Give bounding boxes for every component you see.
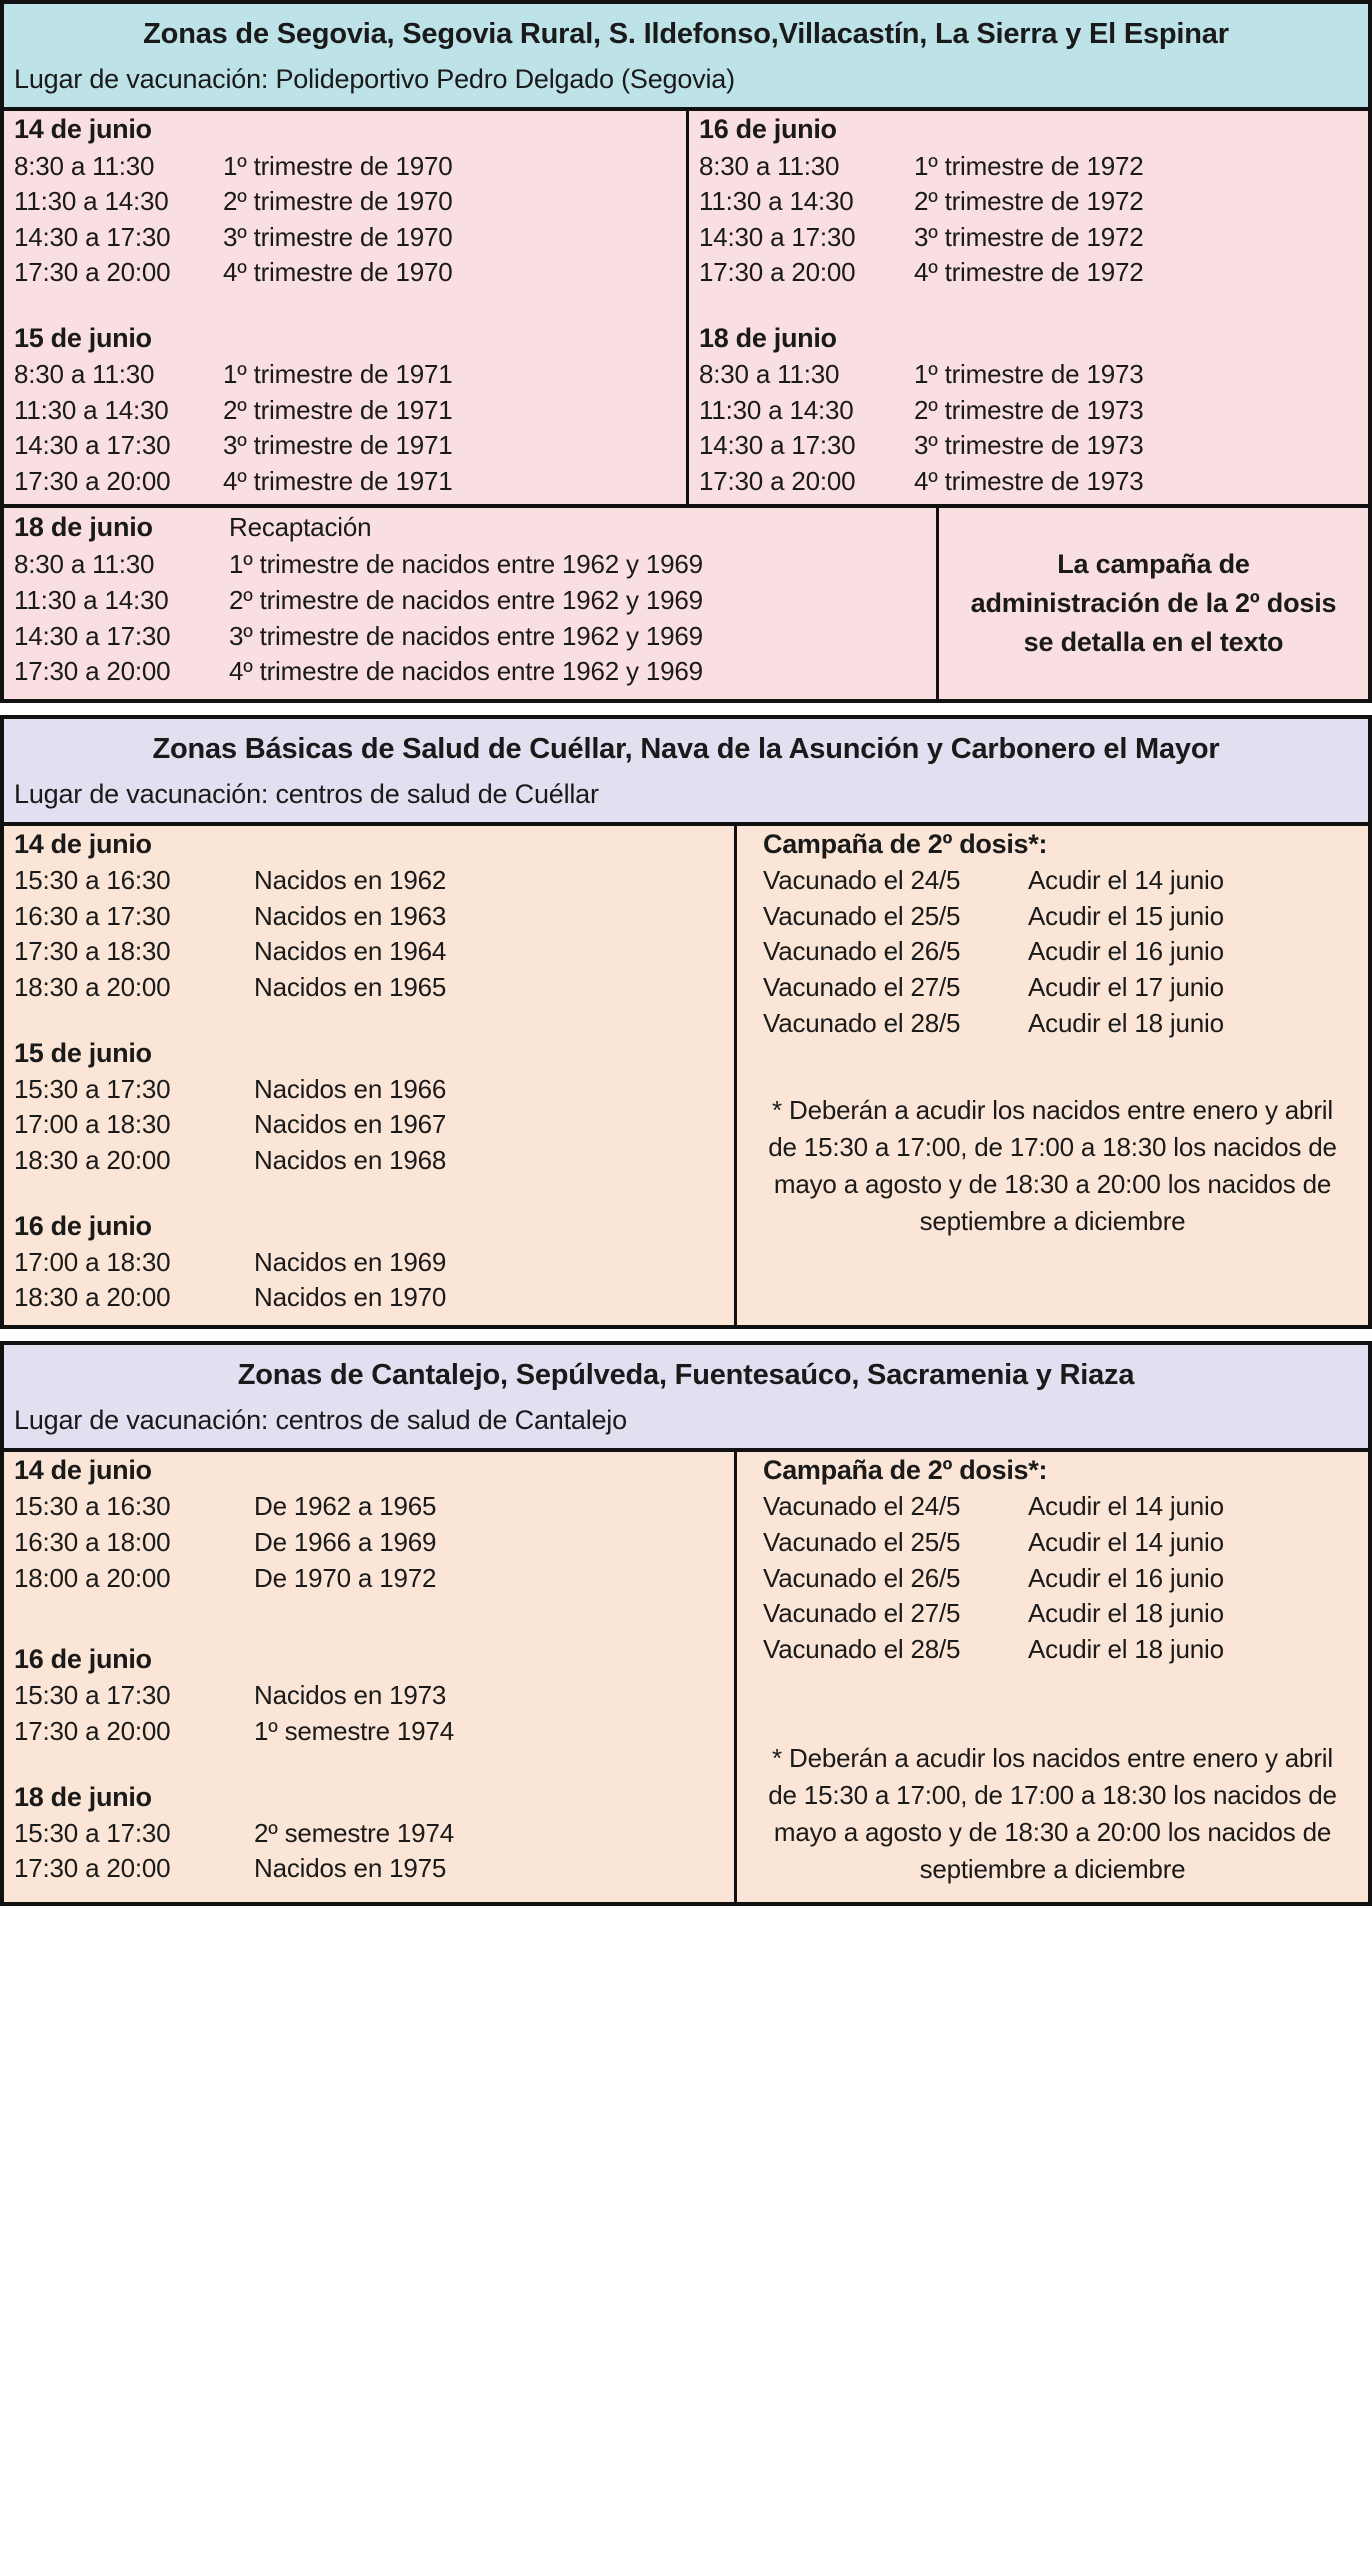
time-slot: 17:30 a 20:00 bbox=[699, 465, 856, 496]
group-label: Nacidos en 1973 bbox=[254, 1680, 447, 1711]
table-row bbox=[689, 183, 1368, 219]
table-row bbox=[737, 933, 1368, 969]
vaccinated-date: Vacunado el 25/5 bbox=[763, 900, 961, 931]
table-row bbox=[4, 546, 936, 582]
schedule-column-left bbox=[4, 111, 686, 504]
time-slot: 15:30 a 17:30 bbox=[14, 1680, 171, 1711]
table-row bbox=[737, 1005, 1368, 1041]
day-label: 16 de junio bbox=[699, 114, 837, 145]
row-spacer bbox=[4, 1749, 734, 1779]
vaccinated-date: Vacunado el 28/5 bbox=[763, 1633, 961, 1664]
group-label: De 1966 a 1969 bbox=[254, 1527, 437, 1558]
table-row bbox=[737, 1631, 1368, 1667]
table-row bbox=[4, 582, 936, 618]
table-row bbox=[4, 1560, 734, 1596]
time-slot: 15:30 a 17:30 bbox=[14, 1073, 171, 1104]
time-slot: 11:30 a 14:30 bbox=[699, 186, 854, 217]
time-slot: 15:30 a 16:30 bbox=[14, 1491, 171, 1522]
time-slot: 18:30 a 20:00 bbox=[14, 1282, 171, 1313]
vaccinated-date: Vacunado el 27/5 bbox=[763, 1598, 961, 1629]
schedule-columns bbox=[4, 822, 1368, 1325]
time-slot: 11:30 a 14:30 bbox=[14, 186, 169, 217]
table-row bbox=[689, 219, 1368, 255]
attend-date: Acudir el 16 junio bbox=[1028, 936, 1224, 967]
table-row bbox=[4, 1142, 734, 1178]
day-label: 16 de junio bbox=[14, 1644, 152, 1675]
time-slot: 18:00 a 20:00 bbox=[14, 1562, 171, 1593]
day-label: 15 de junio bbox=[14, 1037, 152, 1068]
table-row bbox=[737, 862, 1368, 898]
table-row bbox=[737, 1524, 1368, 1560]
schedule-column-left bbox=[4, 826, 734, 1325]
time-slot: 8:30 a 11:30 bbox=[14, 359, 155, 390]
row-spacer bbox=[4, 1625, 734, 1641]
time-slot: 17:30 a 20:00 bbox=[14, 257, 171, 288]
attend-date: Acudir el 15 junio bbox=[1028, 900, 1224, 931]
group-label: Nacidos en 1963 bbox=[254, 900, 447, 931]
table-row bbox=[4, 463, 686, 499]
second-dose-column bbox=[734, 1452, 1368, 1902]
group-label: 2º semestre 1974 bbox=[254, 1817, 454, 1848]
second-dose-footnote: * Deberán a acudir los nacidos entre enero y abril de 15:30 a 17:00, de 17:00 a 18:30 los nacidos de mayo a agosto y de 18:30 a 20:00 los nacidos de septiembre a diciembre bbox=[768, 1095, 1337, 1236]
table-row bbox=[4, 427, 686, 463]
table-row bbox=[4, 1488, 734, 1524]
group-label: Nacidos en 1966 bbox=[254, 1073, 447, 1104]
table-row bbox=[4, 1713, 734, 1749]
group-label: Nacidos en 1965 bbox=[254, 972, 447, 1003]
row-spacer bbox=[737, 1666, 1368, 1696]
table-row bbox=[4, 1815, 734, 1851]
vaccination-place: Lugar de vacunación: Polideportivo Pedro Delgado (Segovia) bbox=[14, 64, 735, 95]
block-header-segovia bbox=[4, 4, 1368, 107]
time-slot: 17:30 a 20:00 bbox=[14, 656, 171, 687]
vaccinated-date: Vacunado el 25/5 bbox=[763, 1527, 961, 1558]
time-slot: 14:30 a 17:30 bbox=[14, 620, 171, 651]
row-spacer bbox=[737, 1070, 1368, 1086]
group-label: 3º trimestre de 1971 bbox=[223, 430, 453, 461]
group-label: 4º trimestre de nacidos entre 1962 y 1969 bbox=[229, 656, 703, 687]
row-spacer bbox=[4, 1595, 734, 1625]
second-dose-sidenote: La campaña de administración de la 2º dosis se detalla en el texto bbox=[936, 508, 1368, 698]
time-slot: 14:30 a 17:30 bbox=[699, 430, 856, 461]
attend-date: Acudir el 14 junio bbox=[1028, 1527, 1224, 1558]
vaccinated-date: Vacunado el 26/5 bbox=[763, 1562, 961, 1593]
table-row bbox=[737, 1595, 1368, 1631]
row-spacer bbox=[4, 1005, 734, 1035]
group-label: Nacidos en 1970 bbox=[254, 1282, 447, 1313]
table-row bbox=[4, 1071, 734, 1107]
time-slot: 17:30 a 20:00 bbox=[14, 1853, 171, 1884]
table-row bbox=[4, 618, 936, 654]
group-label: De 1962 a 1965 bbox=[254, 1491, 437, 1522]
table-row bbox=[4, 969, 734, 1005]
time-slot: 11:30 a 14:30 bbox=[699, 394, 854, 425]
second-dose-column bbox=[734, 826, 1368, 1325]
time-slot: 14:30 a 17:30 bbox=[14, 221, 171, 252]
group-label: Nacidos en 1967 bbox=[254, 1109, 447, 1140]
vaccinated-date: Vacunado el 24/5 bbox=[763, 1491, 961, 1522]
day-label: 18 de junio bbox=[699, 322, 837, 353]
day-label: 14 de junio bbox=[14, 1455, 152, 1486]
vaccinated-date: Vacunado el 27/5 bbox=[763, 972, 961, 1003]
time-slot: 8:30 a 11:30 bbox=[14, 549, 155, 580]
attend-date: Acudir el 18 junio bbox=[1028, 1598, 1224, 1629]
time-slot: 14:30 a 17:30 bbox=[14, 430, 171, 461]
vaccination-place: Lugar de vacunación: centros de salud de Cantalejo bbox=[14, 1405, 627, 1436]
zone-block-segovia bbox=[0, 0, 1372, 703]
group-label: 2º trimestre de 1972 bbox=[914, 186, 1144, 217]
group-label: 2º trimestre de 1973 bbox=[914, 394, 1144, 425]
table-row bbox=[4, 653, 936, 689]
table-row bbox=[689, 392, 1368, 428]
recaptacion-list bbox=[4, 508, 936, 698]
table-row bbox=[689, 356, 1368, 392]
group-label: 1º trimestre de 1971 bbox=[223, 359, 453, 390]
zone-block-cuellar bbox=[0, 715, 1372, 1329]
group-label: 2º trimestre de nacidos entre 1962 y 1969 bbox=[229, 585, 703, 615]
group-label: 3º trimestre de 1970 bbox=[223, 221, 453, 252]
group-label: 4º trimestre de 1970 bbox=[223, 257, 453, 288]
block-title: Zonas de Cantalejo, Sepúlveda, Fuentesaúco, Sacramenia y Riaza bbox=[237, 1358, 1135, 1391]
time-slot: 16:30 a 17:30 bbox=[14, 900, 171, 931]
attend-date: Acudir el 14 junio bbox=[1028, 1491, 1224, 1522]
time-slot: 8:30 a 11:30 bbox=[699, 150, 840, 181]
second-dose-heading: Campaña de 2º dosis*: bbox=[763, 1455, 1048, 1486]
table-row bbox=[4, 898, 734, 934]
day-label: 18 de junio bbox=[14, 1781, 152, 1812]
table-row bbox=[4, 933, 734, 969]
table-row bbox=[4, 356, 686, 392]
table-row bbox=[4, 1677, 734, 1713]
table-row bbox=[737, 1488, 1368, 1524]
table-row bbox=[4, 183, 686, 219]
group-label: Nacidos en 1975 bbox=[254, 1853, 447, 1884]
group-label: 4º trimestre de 1972 bbox=[914, 257, 1144, 288]
table-row bbox=[4, 254, 686, 290]
attend-date: Acudir el 18 junio bbox=[1028, 1007, 1224, 1038]
group-label: Nacidos en 1969 bbox=[254, 1246, 447, 1277]
day-label: 18 de junio bbox=[14, 512, 153, 543]
row-spacer bbox=[737, 1696, 1368, 1726]
vaccination-place: Lugar de vacunación: centros de salud de Cuéllar bbox=[14, 779, 599, 810]
table-row bbox=[737, 898, 1368, 934]
table-row bbox=[4, 1106, 734, 1142]
table-row bbox=[4, 1244, 734, 1280]
day-label: 14 de junio bbox=[14, 114, 152, 145]
zone-block-cantalejo bbox=[0, 1341, 1372, 1906]
row-spacer bbox=[4, 290, 686, 320]
attend-date: Acudir el 14 junio bbox=[1028, 865, 1224, 896]
second-dose-heading: Campaña de 2º dosis*: bbox=[763, 829, 1048, 860]
block-title: Zonas de Segovia, Segovia Rural, S. Ildefonso,Villacastín, La Sierra y El Espinar bbox=[143, 18, 1229, 50]
recaptacion-label: Recaptación bbox=[229, 512, 372, 543]
block-header-cuellar bbox=[4, 719, 1368, 822]
time-slot: 8:30 a 11:30 bbox=[699, 359, 840, 390]
time-slot: 18:30 a 20:00 bbox=[14, 1145, 171, 1175]
group-label: Nacidos en 1962 bbox=[254, 865, 447, 896]
table-row bbox=[737, 969, 1368, 1005]
table-row bbox=[4, 148, 686, 184]
group-label: Nacidos en 1968 bbox=[254, 1145, 447, 1175]
time-slot: 15:30 a 16:30 bbox=[14, 865, 171, 896]
time-slot: 17:30 a 18:30 bbox=[14, 936, 171, 967]
attend-date: Acudir el 18 junio bbox=[1028, 1633, 1224, 1664]
table-row bbox=[689, 148, 1368, 184]
time-slot: 11:30 a 14:30 bbox=[14, 585, 169, 615]
row-spacer bbox=[737, 1726, 1368, 1734]
recaptacion-header bbox=[4, 508, 936, 546]
time-slot: 17:30 a 20:00 bbox=[14, 465, 171, 496]
group-label: 3º trimestre de nacidos entre 1962 y 1969 bbox=[229, 620, 703, 651]
group-label: De 1970 a 1972 bbox=[254, 1562, 437, 1593]
time-slot: 17:00 a 18:30 bbox=[14, 1109, 171, 1140]
attend-date: Acudir el 16 junio bbox=[1028, 1562, 1224, 1593]
time-slot: 14:30 a 17:30 bbox=[699, 221, 856, 252]
table-row bbox=[4, 862, 734, 898]
table-row bbox=[4, 1524, 734, 1560]
time-slot: 15:30 a 17:30 bbox=[14, 1817, 171, 1848]
group-label: 4º trimestre de 1971 bbox=[223, 465, 453, 496]
group-label: 4º trimestre de 1973 bbox=[914, 465, 1144, 496]
group-label: 1º trimestre de 1973 bbox=[914, 359, 1144, 390]
day-label: 15 de junio bbox=[14, 322, 152, 353]
time-slot: 8:30 a 11:30 bbox=[14, 150, 155, 181]
vaccinated-date: Vacunado el 26/5 bbox=[763, 936, 961, 967]
table-row bbox=[737, 1560, 1368, 1596]
time-slot: 17:00 a 18:30 bbox=[14, 1246, 171, 1277]
table-row bbox=[4, 1279, 734, 1315]
row-spacer bbox=[737, 1040, 1368, 1070]
group-label: Nacidos en 1964 bbox=[254, 936, 447, 967]
vaccinated-date: Vacunado el 24/5 bbox=[763, 865, 961, 896]
time-slot: 17:30 a 20:00 bbox=[699, 257, 856, 288]
schedule-columns bbox=[4, 107, 1368, 504]
schedule-column-left bbox=[4, 1452, 734, 1902]
table-row bbox=[689, 427, 1368, 463]
time-slot: 16:30 a 18:00 bbox=[14, 1527, 171, 1558]
row-spacer bbox=[4, 1178, 734, 1208]
recaptacion-section bbox=[4, 504, 1368, 698]
day-label: 14 de junio bbox=[14, 829, 152, 860]
table-row bbox=[4, 219, 686, 255]
block-title: Zonas Básicas de Salud de Cuéllar, Nava de la Asunción y Carbonero el Mayor bbox=[152, 732, 1220, 765]
day-label: 16 de junio bbox=[14, 1210, 152, 1241]
group-label: 1º trimestre de 1970 bbox=[223, 150, 453, 181]
vaccinated-date: Vacunado el 28/5 bbox=[763, 1007, 961, 1038]
schedule-columns bbox=[4, 1448, 1368, 1902]
table-row bbox=[4, 1850, 734, 1886]
group-label: 2º trimestre de 1970 bbox=[223, 186, 453, 217]
table-row bbox=[689, 254, 1368, 290]
table-row bbox=[4, 392, 686, 428]
group-label: 1º trimestre de nacidos entre 1962 y 1969 bbox=[229, 549, 703, 580]
row-spacer bbox=[689, 290, 1368, 320]
attend-date: Acudir el 17 junio bbox=[1028, 972, 1224, 1003]
time-slot: 11:30 a 14:30 bbox=[14, 394, 169, 425]
group-label: 2º trimestre de 1971 bbox=[223, 394, 453, 425]
group-label: 3º trimestre de 1972 bbox=[914, 221, 1144, 252]
time-slot: 18:30 a 20:00 bbox=[14, 972, 171, 1003]
time-slot: 17:30 a 20:00 bbox=[14, 1715, 171, 1746]
group-label: 3º trimestre de 1973 bbox=[914, 430, 1144, 461]
schedule-column-right bbox=[686, 111, 1368, 504]
group-label: 1º semestre 1974 bbox=[254, 1715, 454, 1746]
group-label: 1º trimestre de 1972 bbox=[914, 150, 1144, 181]
second-dose-footnote: * Deberán a acudir los nacidos entre enero y abril de 15:30 a 17:00, de 17:00 a 18:30 los nacidos de mayo a agosto y de 18:30 a 20:00 los nacidos de septiembre a diciembre bbox=[768, 1743, 1337, 1885]
block-header-cantalejo bbox=[4, 1345, 1368, 1448]
table-row bbox=[689, 463, 1368, 499]
